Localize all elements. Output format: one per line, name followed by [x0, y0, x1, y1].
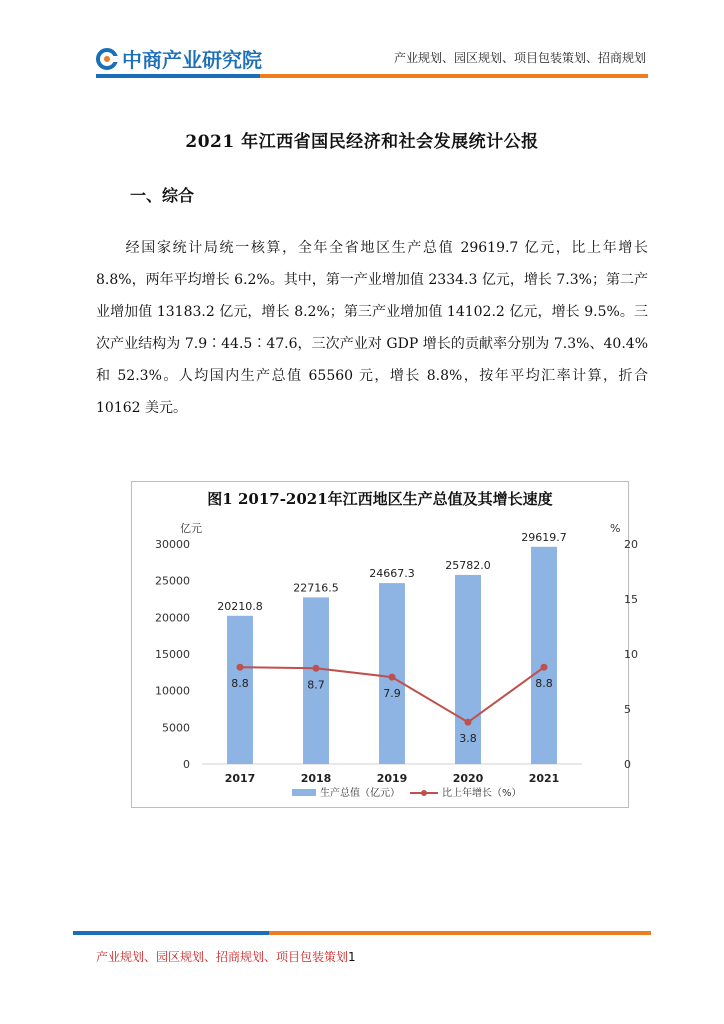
footer-tagline: 产业规划、园区规划、招商规划、项目包装策划 [96, 950, 349, 964]
growth-point [237, 664, 244, 671]
page-header [0, 0, 724, 90]
growth-point [541, 664, 548, 671]
growth-point [313, 665, 320, 672]
gdp-chart [131, 481, 638, 808]
x-tick-label: 2021 [528, 772, 560, 785]
gdp-bar-label: 20210.8 [217, 599, 263, 613]
gdp-bar-label: 25782.0 [445, 558, 491, 572]
page-footer [96, 948, 356, 965]
x-tick-label: 2018 [300, 772, 332, 785]
gdp-bar [379, 583, 405, 764]
gdp-chart-svg [132, 482, 638, 807]
gdp-bar-label: 24667.3 [369, 567, 415, 581]
header-tagline: 产业规划、园区规划、项目包装策划、招商规划 [393, 51, 646, 65]
body-paragraph-text: 经国家统计局统一核算，全年全省地区生产总值 29619.7 亿元，比上年增长 8.8%，两年平均增长 6.2%。其中，第一产业增加值 2334.3 亿元，增长 7.3%；第二产业增加值 13183.2 亿元，增长 8.2%；第三产业增加值 14102.2 亿元，增长 9.5%。三次产业结构为 7.9∶44.5∶47.6，三次产业对 GDP 增长的贡献率分别为 7.3%、40.4%和 52.3%。人均国内生产总值 65560 元，增长 8.8%，按年平均汇率计算，折合 10162 美元。 [96, 240, 648, 416]
logo-icon [96, 48, 118, 70]
legend-line-label: 比上年增长（%） [442, 788, 522, 799]
chart-title: 图1 2017-2021年江西地区生产总值及其增长速度 [207, 490, 553, 508]
left-tick-label: 15000 [155, 648, 190, 661]
left-tick-label: 30000 [155, 538, 190, 551]
growth-label: 8.8 [231, 677, 249, 691]
left-axis-unit: 亿元 [180, 522, 202, 535]
left-tick-label: 0 [183, 758, 190, 771]
right-tick-label: 15 [624, 593, 638, 606]
page-number: 1 [348, 950, 356, 964]
gdp-bar-label: 22716.5 [293, 581, 339, 595]
header-rule [96, 74, 648, 78]
left-tick-label: 20000 [155, 611, 190, 625]
right-tick-label: 5 [624, 703, 631, 716]
left-tick-label: 10000 [155, 684, 190, 698]
left-tick-label: 25000 [155, 574, 190, 588]
right-tick-label: 0 [624, 758, 631, 771]
growth-label: 8.7 [307, 678, 325, 692]
brand-logo [96, 44, 262, 73]
growth-point [465, 719, 472, 726]
right-tick-label: 10 [624, 648, 638, 661]
x-tick-label: 2019 [376, 772, 408, 785]
right-axis-unit: % [610, 522, 621, 535]
x-tick-label: 2017 [224, 772, 256, 785]
left-tick-label: 5000 [162, 721, 190, 735]
legend-bar-swatch [292, 789, 316, 796]
body-paragraph [96, 232, 648, 424]
legend-line-marker [421, 790, 427, 796]
document-title: 2021 年江西省国民经济和社会发展统计公报 [185, 132, 539, 152]
gdp-bar-label: 29619.7 [521, 530, 567, 544]
x-tick-label: 2020 [452, 772, 484, 785]
brand-name: 中商产业研究院 [122, 48, 262, 72]
footer-rule [73, 931, 651, 935]
growth-label: 8.8 [535, 677, 553, 691]
section-heading: 一、综合 [130, 186, 195, 205]
growth-point [389, 674, 396, 681]
growth-label: 7.9 [383, 687, 401, 701]
gdp-bar [531, 547, 557, 764]
growth-label: 3.8 [459, 732, 477, 746]
right-tick-label: 20 [624, 538, 638, 551]
legend-bar-label: 生产总值（亿元） [320, 788, 400, 799]
